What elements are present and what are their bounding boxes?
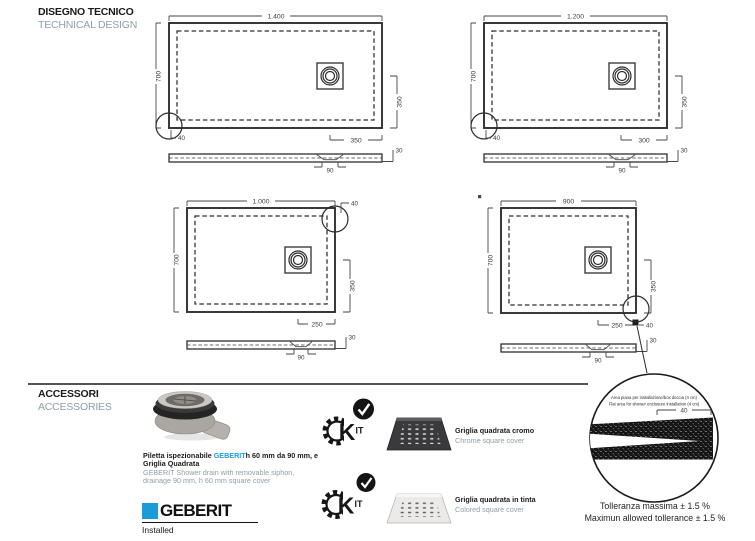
detail-leader-line [637, 326, 647, 373]
dim-corner: 40 [178, 135, 186, 142]
dim-depth: 700 [173, 254, 181, 266]
drain-symbol [285, 247, 311, 273]
footnote-dot [478, 195, 481, 198]
page-subtitle: TECHNICAL DESIGN [38, 19, 138, 31]
dim-thickness: 30 [395, 147, 403, 155]
colored-cover-subtitle: Colored square cover [455, 505, 524, 514]
chrome-cover-title: Griglia quadrata cromo [455, 426, 535, 435]
drain-symbol [317, 63, 343, 89]
geberit-logo [142, 501, 258, 535]
tray-outline [169, 23, 382, 128]
dim-drain-x: 300 [638, 137, 650, 145]
dim-depth: 700 [155, 70, 163, 83]
tray-outline [484, 23, 667, 128]
kit-letter-k: K [338, 419, 356, 445]
dim-drain-y: 350 [650, 280, 658, 293]
dim-drain-width: 90 [594, 357, 602, 365]
dim-drain-width: 90 [297, 354, 305, 362]
dim-width: 900 [562, 198, 575, 206]
installed-label: Installed [142, 525, 174, 535]
detail-note-en: Flat area for shower enclosure installation (4 cm) [608, 401, 700, 407]
dim-drain-width: 90 [326, 167, 334, 175]
kit-logo-icon [325, 417, 364, 445]
dim-drain-x: 250 [311, 321, 323, 329]
tolerance-en: Maximun allowed tollerance ± 1.5 % [584, 513, 726, 524]
dim-width: 1.000 [252, 198, 270, 206]
chrome-square-cover-image [387, 418, 451, 450]
dim-thickness: 30 [680, 147, 688, 155]
kit-letters-it: IT [354, 499, 363, 509]
page-title: DISEGNO TECNICO [38, 6, 134, 18]
dim-depth: 700 [470, 70, 478, 83]
kit-letters-it: IT [355, 425, 364, 436]
drain-description-en: GEBERIT Shower drain with removable siphon, drainage 90 mm, h 60 mm square cover [143, 468, 295, 486]
drawing-1000x700 [173, 199, 358, 362]
geberit-logo-square [142, 503, 158, 519]
colored-cover-title: Griglia quadrata in tinta [455, 495, 536, 504]
drain-symbol [585, 247, 611, 273]
drawing-1200x700 [470, 14, 688, 175]
dim-corner: 40 [493, 135, 501, 142]
drain-title-pre: Piletta ispezionabile [143, 451, 214, 460]
detail-dim: 40 [680, 407, 688, 415]
colored-cover-label [455, 495, 565, 514]
dim-drain-y: 350 [349, 280, 357, 292]
dim-depth: 700 [487, 254, 495, 267]
drawing-1400x700 [155, 14, 403, 175]
profile-view [501, 340, 647, 357]
drain-title-post: h 60 mm da 90 mm, e Griglia Quadrata [143, 451, 318, 469]
dim-thickness: 30 [348, 334, 356, 342]
profile-view [187, 337, 346, 354]
chrome-cover-subtitle: Chrome square cover [455, 436, 525, 445]
drawing-900x700 [478, 195, 657, 365]
geberit-logo-text: GEBERIT [160, 501, 232, 520]
dim-drain-width: 90 [618, 167, 626, 175]
check-badge-icon [357, 473, 376, 492]
chrome-cover-label [455, 426, 565, 445]
check-badge-icon [353, 399, 374, 420]
dim-corner: 40 [351, 200, 359, 208]
detail-note-it: Area piana per installazione/box doccia (4 cm) [611, 395, 697, 400]
dim-drain-y: 350 [396, 96, 404, 108]
accessories-title: ACCESSORI [38, 388, 99, 400]
drain-photo [153, 392, 231, 441]
tolerance-note [552, 500, 755, 525]
dim-drain-x: 250 [611, 322, 623, 330]
tray-outline [501, 208, 636, 313]
kit-letter-k: K [337, 492, 355, 519]
dim-drain-y: 350 [681, 96, 689, 108]
colored-square-cover-image [387, 494, 451, 523]
detail-cross-section [586, 418, 713, 460]
profile-view [169, 150, 393, 167]
tray-outline [187, 208, 335, 312]
drain-symbol [609, 63, 635, 89]
dim-thickness: 30 [649, 337, 657, 345]
geberit-brand-inline: GEBERIT [213, 451, 246, 460]
dim-corner: 40 [646, 322, 654, 330]
dim-width: 1.200 [566, 13, 585, 21]
accessories-subtitle: ACCESSORIES [38, 401, 112, 413]
dim-drain-x: 350 [350, 137, 362, 145]
dim-width: 1.400 [267, 13, 285, 21]
drain-description [143, 452, 321, 485]
tolerance-it: Tolleranza massima ± 1.5 % [600, 501, 710, 511]
kit-logo-icon [324, 490, 363, 519]
profile-view [484, 150, 678, 167]
